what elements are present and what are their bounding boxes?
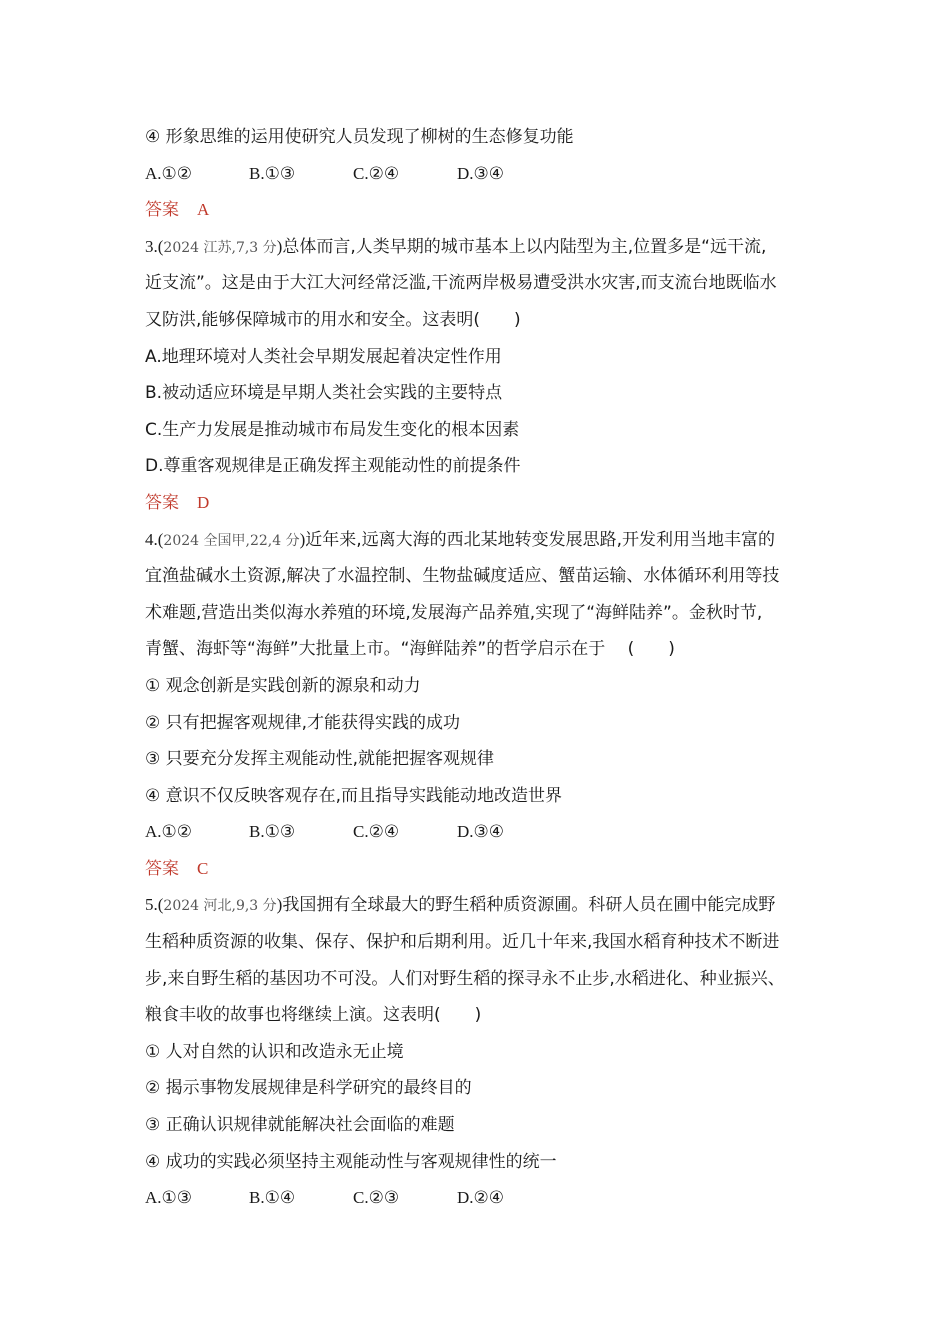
q3-stem-line-2: 近支流”。这是由于大江大河经常泛滥,干流两岸极易遭受洪水灾害,而支流台地既临水 bbox=[145, 273, 777, 294]
question-number: 3. bbox=[145, 236, 158, 256]
q4-item-1: ① 观念创新是实践创新的源泉和动力 bbox=[145, 675, 421, 696]
q3-choice-b: B.被动适应环境是早期人类社会实践的主要特点 bbox=[145, 383, 503, 404]
q5-option-d: D.②④ bbox=[457, 1188, 505, 1208]
q5-option-b: B.①④ bbox=[249, 1188, 296, 1208]
q4-item-3: ③ 只要充分发挥主观能动性,就能把握客观规律 bbox=[145, 749, 495, 770]
q3-answer bbox=[145, 485, 815, 522]
source-paren-open: ( bbox=[157, 236, 164, 256]
q3-choice-c: C.生产力发展是推动城市布局发生变化的根本因素 bbox=[145, 419, 520, 440]
stem-text: 近年来,远离大海的西北某地转变发展思路,开发利用当地丰富的 bbox=[305, 529, 776, 550]
q4-answer bbox=[145, 851, 815, 888]
question-source: 2024 全国甲,22,4 分 bbox=[163, 532, 300, 549]
answer-value: A bbox=[197, 200, 210, 220]
q2-options bbox=[145, 156, 815, 193]
question-source: 2024 江苏,7,3 分 bbox=[163, 239, 277, 256]
q5-stem-line-3: 步,来自野生稻的基因功不可没。人们对野生稻的探寻永不止步,水稻进化、种业振兴、 bbox=[145, 968, 785, 989]
q5-options bbox=[145, 1180, 815, 1217]
q4-stem-line-4: 青蟹、海虾等“海鲜”大批量上市。“海鲜陆养”的哲学启示在于 ( ) bbox=[145, 639, 675, 660]
q5-item-2: ② 揭示事物发展规律是科学研究的最终目的 bbox=[145, 1078, 472, 1099]
q2-option-c: C.②④ bbox=[353, 163, 400, 183]
q3-stem-line-3: 又防洪,能够保障城市的用水和安全。这表明( ) bbox=[145, 309, 521, 330]
source-paren-close: ) bbox=[276, 895, 283, 915]
q5-stem-line-2: 生稻种质资源的收集、保存、保护和后期利用。近几十年来,我国水稻育种技术不断进 bbox=[145, 932, 780, 953]
document-page bbox=[145, 119, 815, 1217]
q4-option-d: D.③④ bbox=[457, 822, 505, 842]
q4-option-a: A.①② bbox=[145, 822, 193, 842]
q2-item-4: ④ 形象思维的运用使研究人员发现了柳树的生态修复功能 bbox=[145, 127, 574, 147]
q5-item-4: ④ 成功的实践必须坚持主观能动性与客观规律性的统一 bbox=[145, 1151, 557, 1172]
answer-label: 答案 bbox=[145, 492, 179, 513]
stem-text: 总体而言,人类早期的城市基本上以内陆型为主,位置多是“远干流, bbox=[282, 236, 767, 257]
q4-options bbox=[145, 814, 815, 851]
q3-choice-d: D.尊重客观规律是正确发挥主观能动性的前提条件 bbox=[145, 456, 521, 477]
q4-stem-line-1 bbox=[145, 522, 815, 559]
q5-item-3: ③ 正确认识规律就能解决社会面临的难题 bbox=[145, 1115, 455, 1136]
q4-item-2: ② 只有把握客观规律,才能获得实践的成功 bbox=[145, 712, 461, 733]
q5-stem-line-1 bbox=[145, 887, 815, 924]
q3-stem-line-1 bbox=[145, 229, 815, 266]
q2-option-a: A.①② bbox=[145, 163, 193, 183]
q4-option-b: B.①③ bbox=[249, 822, 296, 842]
q5-item-1: ① 人对自然的认识和改造永无止境 bbox=[145, 1041, 404, 1062]
source-paren-open: ( bbox=[157, 529, 164, 549]
answer-value: C bbox=[197, 858, 209, 878]
answer-value: D bbox=[197, 492, 210, 512]
question-number: 4. bbox=[145, 529, 158, 549]
q3-choice-a: A.地理环境对人类社会早期发展起着决定性作用 bbox=[145, 346, 502, 367]
source-paren-close: ) bbox=[299, 529, 306, 549]
stem-text: 我国拥有全球最大的野生稻种质资源圃。科研人员在圃中能完成野 bbox=[282, 895, 776, 916]
q4-stem-line-2: 宜渔盐碱水土资源,解决了水温控制、生物盐碱度适应、蟹苗运输、水体循环利用等技 bbox=[145, 566, 780, 587]
q4-stem-line-3: 术难题,营造出类似海水养殖的环境,发展海产品养殖,实现了“海鲜陆养”。金秋时节, bbox=[145, 602, 763, 623]
answer-label: 答案 bbox=[145, 858, 179, 879]
q4-option-c: C.②④ bbox=[353, 822, 400, 842]
q5-stem-line-4: 粮食丰收的故事也将继续上演。这表明( ) bbox=[145, 1005, 482, 1026]
question-number: 5. bbox=[145, 895, 158, 915]
answer-label: 答案 bbox=[145, 200, 179, 221]
q4-item-4: ④ 意识不仅反映客观存在,而且指导实践能动地改造世界 bbox=[145, 785, 563, 806]
q2-option-d: D.③④ bbox=[457, 163, 505, 183]
question-source: 2024 河北,9,3 分 bbox=[163, 898, 277, 915]
source-paren-close: ) bbox=[276, 236, 283, 256]
q2-answer bbox=[145, 192, 815, 229]
q2-option-b: B.①③ bbox=[249, 163, 296, 183]
source-paren-open: ( bbox=[157, 895, 164, 915]
q5-option-c: C.②③ bbox=[353, 1188, 400, 1208]
q5-option-a: A.①③ bbox=[145, 1188, 193, 1208]
